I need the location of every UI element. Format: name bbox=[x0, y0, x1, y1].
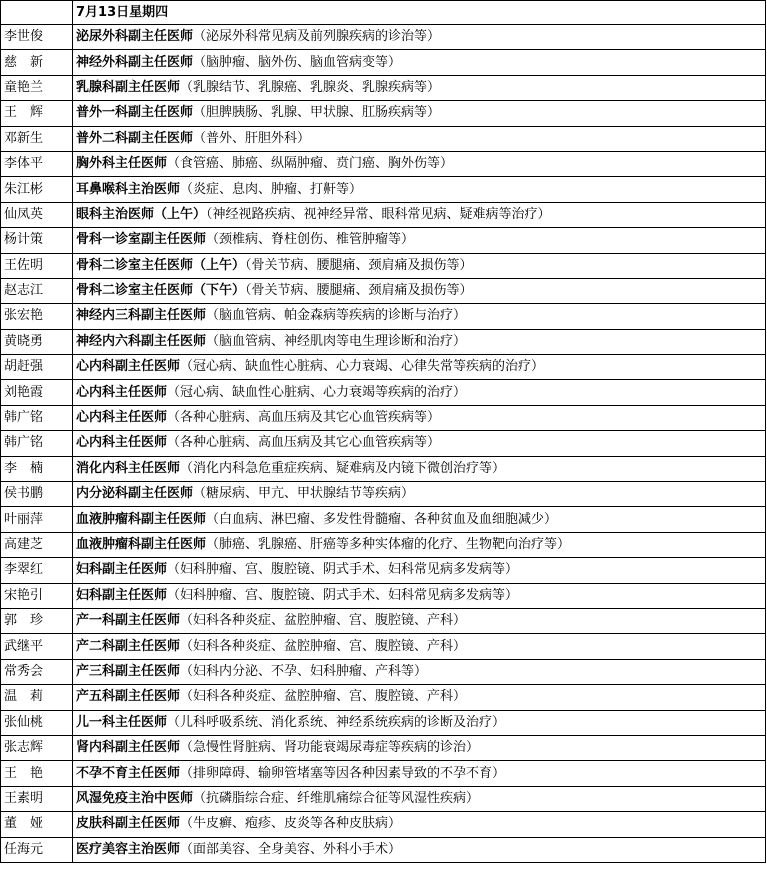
table-row bbox=[1, 202, 766, 227]
specialty-description: （脑血管病、神经肌肉等电生理诊断和治疗） bbox=[206, 333, 467, 349]
doctor-name: 邓新生 bbox=[1, 126, 73, 151]
doctor-name: 李 楠 bbox=[1, 456, 73, 481]
department-cell bbox=[73, 608, 766, 633]
doctor-title: 泌尿外科副主任医师 bbox=[76, 29, 194, 45]
specialty-description: （乳腺结节、乳腺癌、乳腺炎、乳腺疾病等） bbox=[180, 79, 441, 95]
doctor-title: 产一科副主任医师 bbox=[76, 613, 181, 629]
table-row bbox=[1, 558, 766, 583]
specialty-description: （胆脾胰肠、乳腺、甲状腺、肛肠疾病等） bbox=[193, 105, 441, 121]
department-cell bbox=[73, 532, 766, 557]
doctor-title: 儿一科主任医师 bbox=[76, 714, 168, 730]
department-cell bbox=[73, 355, 766, 380]
doctor-name: 高建芝 bbox=[1, 532, 73, 557]
table-row bbox=[1, 786, 766, 811]
table-row bbox=[1, 685, 766, 710]
doctor-name: 李世俊 bbox=[1, 25, 73, 50]
table-row bbox=[1, 151, 766, 176]
table-row bbox=[1, 456, 766, 481]
date-heading: 7月13日星期四 bbox=[73, 1, 766, 25]
specialty-description: （颈椎病、脊柱创伤、椎管肿瘤等） bbox=[206, 232, 415, 248]
department-cell bbox=[73, 685, 766, 710]
table-row bbox=[1, 50, 766, 75]
table-row bbox=[1, 278, 766, 303]
specialty-description: （冠心病、缺血性心脏病、心力衰竭、心律失常等疾病的治疗） bbox=[180, 359, 545, 375]
department-cell bbox=[73, 710, 766, 735]
table-row bbox=[1, 634, 766, 659]
department-cell bbox=[73, 380, 766, 405]
department-cell bbox=[73, 837, 766, 862]
doctor-title: 心内科副主任医师 bbox=[76, 359, 181, 375]
table-row bbox=[1, 761, 766, 786]
department-cell bbox=[73, 558, 766, 583]
department-cell bbox=[73, 761, 766, 786]
doctor-title: 神经外科副主任医师 bbox=[76, 54, 194, 70]
specialty-description: （牛皮癣、疱疹、皮炎等各种皮肤病） bbox=[180, 816, 402, 832]
doctor-name: 温 莉 bbox=[1, 685, 73, 710]
department-cell bbox=[73, 228, 766, 253]
department-cell bbox=[73, 304, 766, 329]
doctor-name: 赵志江 bbox=[1, 278, 73, 303]
table-row bbox=[1, 126, 766, 151]
department-cell bbox=[73, 75, 766, 100]
table-row bbox=[1, 507, 766, 532]
doctor-name: 胡赶强 bbox=[1, 355, 73, 380]
table-row bbox=[1, 482, 766, 507]
doctor-title: 心内科主任医师 bbox=[76, 410, 168, 426]
department-cell bbox=[73, 50, 766, 75]
doctor-name: 张宏艳 bbox=[1, 304, 73, 329]
table-row bbox=[1, 659, 766, 684]
header-blank-cell bbox=[1, 1, 73, 25]
specialty-description: （急慢性肾脏病、肾功能衰竭尿毒症等疾病的诊治） bbox=[180, 740, 480, 756]
department-cell bbox=[73, 151, 766, 176]
table-row bbox=[1, 812, 766, 837]
doctor-title: 血液肿瘤科副主任医师 bbox=[76, 537, 207, 552]
specialty-description: （骨关节病、腰腿痛、颈肩痛及损伤等） bbox=[245, 257, 473, 273]
doctor-name: 仙凤英 bbox=[1, 202, 73, 227]
department-cell bbox=[73, 735, 766, 760]
doctor-title: 血液肿瘤科副主任医师 bbox=[76, 511, 207, 527]
specialty-description: （肺癌、乳腺癌、肝癌等多种实体瘤的化疗、生物靶向治疗等） bbox=[206, 537, 571, 552]
doctor-title: 心内科主任医师 bbox=[76, 384, 168, 400]
table-row bbox=[1, 355, 766, 380]
doctor-title: 风湿免疫主治中医师 bbox=[76, 790, 194, 806]
doctor-name: 常秀会 bbox=[1, 659, 73, 684]
doctor-name: 王 艳 bbox=[1, 761, 73, 786]
department-cell bbox=[73, 786, 766, 811]
doctor-title: 产三科副主任医师 bbox=[76, 663, 181, 679]
department-cell bbox=[73, 202, 766, 227]
doctor-name: 王佐明 bbox=[1, 253, 73, 278]
doctor-title: 骨科二诊室主任医师（上午） bbox=[76, 257, 246, 273]
table-row bbox=[1, 75, 766, 100]
specialty-description: （糖尿病、甲亢、甲状腺结节等疾病） bbox=[193, 486, 415, 502]
doctor-name: 王 辉 bbox=[1, 101, 73, 126]
doctor-title: 普外二科副主任医师 bbox=[76, 130, 194, 146]
specialty-description: （妇科肿瘤、宫、腹腔镜、阴式手术、妇科常见病多发病等） bbox=[167, 562, 519, 578]
table-row bbox=[1, 532, 766, 557]
department-cell bbox=[73, 583, 766, 608]
doctor-title: 眼科主治医师（上午） bbox=[76, 206, 207, 222]
specialty-description: （各种心脏病、高血压病及其它心血管疾病等） bbox=[167, 410, 441, 426]
table-row bbox=[1, 329, 766, 354]
doctor-title: 乳腺科副主任医师 bbox=[76, 79, 181, 95]
specialty-description: （脑肿瘤、脑外伤、脑血管病变等） bbox=[193, 54, 402, 70]
doctor-name: 叶丽萍 bbox=[1, 507, 73, 532]
specialty-description: （妇科各种炎症、盆腔肿瘤、宫、腹腔镜、产科） bbox=[180, 613, 467, 629]
doctor-name: 任海元 bbox=[1, 837, 73, 862]
doctor-title: 不孕不育主任医师 bbox=[76, 765, 181, 781]
table-row bbox=[1, 431, 766, 456]
doctor-title: 神经内三科副主任医师 bbox=[76, 308, 207, 324]
specialty-description: （食管癌、肺癌、纵隔肿瘤、贲门癌、胸外伤等） bbox=[167, 156, 454, 172]
doctor-name: 王素明 bbox=[1, 786, 73, 811]
doctor-title: 神经内六科副主任医师 bbox=[76, 333, 207, 349]
table-row bbox=[1, 837, 766, 862]
department-cell bbox=[73, 278, 766, 303]
specialty-description: （妇科各种炎症、盆腔肿瘤、宫、腹腔镜、产科） bbox=[180, 689, 467, 705]
specialty-description: （儿科呼吸系统、消化系统、神经系统疾病的诊断及治疗） bbox=[167, 714, 506, 730]
table-row bbox=[1, 253, 766, 278]
doctor-title: 普外一科副主任医师 bbox=[76, 105, 194, 121]
doctor-name: 董 娅 bbox=[1, 812, 73, 837]
doctor-name: 李翠红 bbox=[1, 558, 73, 583]
specialty-description: （炎症、息肉、肿瘤、打鼾等） bbox=[180, 181, 363, 197]
doctor-name: 慈 新 bbox=[1, 50, 73, 75]
doctor-name: 侯书鹏 bbox=[1, 482, 73, 507]
specialty-description: （骨关节病、腰腿痛、颈肩痛及损伤等） bbox=[245, 283, 473, 299]
doctor-title: 心内科主任医师 bbox=[76, 435, 168, 451]
doctor-name: 张志辉 bbox=[1, 735, 73, 760]
specialty-description: （各种心脏病、高血压病及其它心血管疾病等） bbox=[167, 435, 441, 451]
specialty-description: （妇科肿瘤、宫、腹腔镜、阴式手术、妇科常见病多发病等） bbox=[167, 587, 519, 603]
department-cell bbox=[73, 329, 766, 354]
doctor-title: 皮肤科副主任医师 bbox=[76, 816, 181, 832]
doctor-title: 骨科二诊室主任医师（下午） bbox=[76, 283, 246, 299]
doctor-name: 张仙桃 bbox=[1, 710, 73, 735]
department-cell bbox=[73, 177, 766, 202]
specialty-description: （普外、肝胆外科） bbox=[193, 130, 311, 146]
department-cell bbox=[73, 507, 766, 532]
department-cell bbox=[73, 456, 766, 481]
table-row bbox=[1, 177, 766, 202]
table-row bbox=[1, 380, 766, 405]
department-cell bbox=[73, 431, 766, 456]
doctor-name: 朱江彬 bbox=[1, 177, 73, 202]
department-cell bbox=[73, 482, 766, 507]
schedule-body bbox=[1, 1, 766, 863]
department-cell bbox=[73, 101, 766, 126]
specialty-description: （脑血管病、帕金森病等疾病的诊断与治疗） bbox=[206, 308, 467, 324]
table-row bbox=[1, 608, 766, 633]
department-cell bbox=[73, 25, 766, 50]
doctor-name: 黄晓勇 bbox=[1, 329, 73, 354]
doctor-title: 耳鼻喉科主治医师 bbox=[76, 181, 181, 197]
department-cell bbox=[73, 634, 766, 659]
doctor-title: 医疗美容主治医师 bbox=[76, 841, 181, 857]
specialty-description: （抗磷脂综合症、纤维肌痛综合征等风湿性疾病） bbox=[193, 790, 480, 806]
doctor-name: 郭 珍 bbox=[1, 608, 73, 633]
department-cell bbox=[73, 812, 766, 837]
specialty-description: （冠心病、缺血性心脏病、心力衰竭等疾病的治疗） bbox=[167, 384, 467, 400]
table-row bbox=[1, 405, 766, 430]
specialty-description: （妇科内分泌、不孕、妇科肿瘤、产科等） bbox=[180, 663, 428, 679]
table-row bbox=[1, 25, 766, 50]
doctor-name: 韩广铭 bbox=[1, 405, 73, 430]
doctor-title: 内分泌科副主任医师 bbox=[76, 486, 194, 502]
table-row bbox=[1, 228, 766, 253]
doctor-name: 宋艳引 bbox=[1, 583, 73, 608]
specialty-description: （妇科各种炎症、盆腔肿瘤、宫、腹腔镜、产科） bbox=[180, 638, 467, 654]
specialty-description: （白血病、淋巴瘤、多发性骨髓瘤、各种贫血及血细胞减少） bbox=[206, 511, 558, 527]
table-row bbox=[1, 710, 766, 735]
doctor-title: 消化内科主任医师 bbox=[76, 460, 181, 476]
department-cell bbox=[73, 405, 766, 430]
doctor-name: 李体平 bbox=[1, 151, 73, 176]
doctor-title: 产二科副主任医师 bbox=[76, 638, 181, 654]
specialty-description: （面部美容、全身美容、外科小手术） bbox=[180, 841, 402, 857]
header-row bbox=[1, 1, 766, 25]
doctor-title: 产五科副主任医师 bbox=[76, 689, 181, 705]
department-cell bbox=[73, 126, 766, 151]
table-row bbox=[1, 101, 766, 126]
table-row bbox=[1, 583, 766, 608]
specialty-description: （泌尿外科常见病及前列腺疾病的诊治等） bbox=[193, 29, 441, 45]
doctor-name: 武继平 bbox=[1, 634, 73, 659]
department-cell bbox=[73, 659, 766, 684]
table-row bbox=[1, 304, 766, 329]
table-row bbox=[1, 735, 766, 760]
doctor-name: 刘艳霞 bbox=[1, 380, 73, 405]
doctor-title: 骨科一诊室副主任医师 bbox=[76, 232, 207, 248]
specialty-description: （消化内科急危重症疾病、疑难病及内镜下微创治疗等） bbox=[180, 460, 506, 476]
doctor-title: 肾内科副主任医师 bbox=[76, 740, 181, 756]
doctor-name: 童艳兰 bbox=[1, 75, 73, 100]
doctor-name: 韩广铭 bbox=[1, 431, 73, 456]
specialty-description: （神经视路疾病、视神经异常、眼科常见病、疑难病等治疗） bbox=[206, 206, 551, 222]
doctor-title: 胸外科主任医师 bbox=[76, 156, 168, 172]
doctor-title: 妇科副主任医师 bbox=[76, 562, 168, 578]
doctor-title: 妇科副主任医师 bbox=[76, 587, 168, 603]
doctor-name: 杨计策 bbox=[1, 228, 73, 253]
specialty-description: （排卵障碍、输卵管堵塞等因各种因素导致的不孕不育） bbox=[180, 765, 506, 781]
department-cell bbox=[73, 253, 766, 278]
